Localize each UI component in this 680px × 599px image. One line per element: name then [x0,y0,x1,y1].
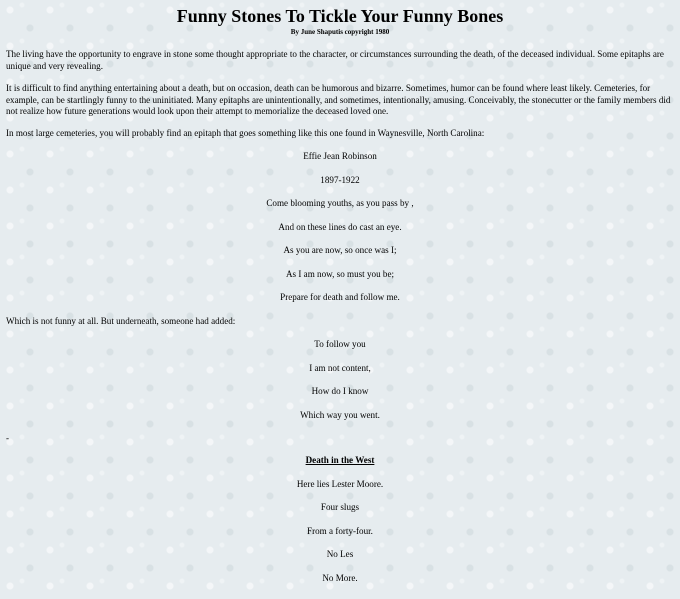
epitaph-line: Four slugs [320,502,360,512]
epitaph-line: Come blooming youths, as you pass by , [266,198,414,208]
section-heading [0,455,680,467]
addendum-line: To follow you [314,339,366,349]
epitaph-line: As I am now, so must you be; [285,268,395,279]
addendum-line: How do I know [311,386,369,396]
addendum-line: I am not content, [309,362,371,373]
epitaph-line: Here lies Lester Moore. [296,478,384,489]
intro-paragraph-2: It is difficult to find anything entertaining about a death, but on occasion, death can be humorous and bizarre. Sometimes, humor can be found where least likely. Cemeteries, for example, can be startlingly funny to the uninitiated. Many epitaphs are unintentionally, and sometimes, intentionally, amusing. Conceivably, the stonecutter or the family members did not realize how future generations would look upon their attempt to memorialize the deceased loved one. [6,83,671,116]
epitaph-line: Effie Jean Robinson [303,151,377,161]
epitaph-line: 1897-1922 [320,174,360,185]
separator: - [6,433,10,443]
epitaph-line: No Les [326,549,354,559]
addendum-intro: Which is not funny at all. But underneath, someone had added: [6,315,236,326]
intro-paragraph-3: In most large cemeteries, you will probably find an epitaph that goes something like this one found in Waynesville, North Carolina: [6,127,485,138]
page-title: Funny Stones To Tickle Your Funny Bones [176,6,504,26]
epitaph-line: As you are now, so once was I; [283,245,397,255]
intro-paragraph-1: The living have the opportunity to engrave in stone some thought appropriate to the character, or circumstances surrounding the death, of the deceased individual. Some epitaphs are unique and very revealing. [6,49,664,71]
epitaph-line: Prepare for death and follow me. [280,292,400,302]
section-heading-text: Death in the West [305,455,375,465]
byline: By June Shaputis copyright 1980 [290,28,390,36]
epitaph-line: And on these lines do cast an eye. [278,221,402,232]
epitaph-line: No More. [322,572,358,583]
epitaph-line: From a forty-four. [307,525,373,536]
addendum-line: Which way you went. [300,409,380,420]
